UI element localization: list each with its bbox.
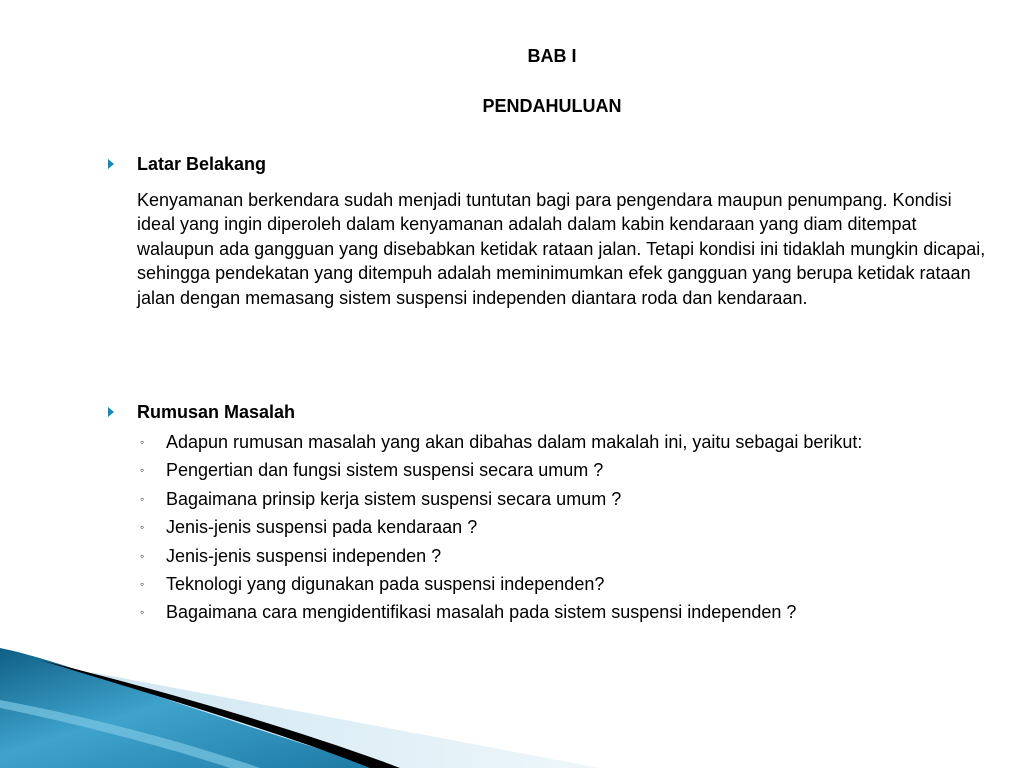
list-item [108, 544, 971, 568]
list-item-text: Adapun rumusan masalah yang akan dibahas dalam makalah ini, yaitu sebagai berikut: [166, 432, 863, 452]
section-heading [108, 400, 988, 424]
list-item-text: Jenis-jenis suspensi pada kendaraan ? [166, 517, 478, 538]
section-heading [108, 152, 988, 176]
section-paragraph: Kenyamanan berkendara sudah menjadi tuntutan bagi para pengendara maupun penumpang. Kondisi ideal yang ingin diperoleh dalam kenyamanan adalah dalam kabin kendaraan yang diam ditempat walaupun ada gangguan yang disebabkan ketidak rataan jalan. Tetapi kondisi ini tidaklah mungkin dicapai, sehingga pendekatan yang ditempuh adalah meminimumkan efek gangguan yang berupa ketidak rataan jalan dengan memasang sistem suspensi independen diantara roda dan kendaraan. [137, 190, 986, 308]
circle-bullet-icon: ◦ [140, 577, 145, 592]
list-item [108, 600, 971, 624]
circle-bullet-icon: ◦ [140, 605, 145, 620]
slide-subtitle: PENDAHULUAN [482, 96, 622, 116]
sub-bullet-list [108, 430, 988, 625]
list-item-text: Pengertian dan fungsi sistem suspensi secara umum ? [166, 460, 604, 481]
circle-bullet-icon: ◦ [140, 491, 145, 506]
list-item-text: Jenis-jenis suspensi independen ? [166, 545, 442, 566]
section-heading-text: Rumusan Masalah [137, 402, 296, 422]
list-item-text: Teknologi yang digunakan pada suspensi independen? [166, 574, 605, 595]
list-item [108, 458, 971, 482]
arrow-bullet-icon [108, 159, 114, 169]
circle-bullet-icon: ◦ [140, 463, 145, 478]
slide-title: BAB I [527, 46, 577, 66]
circle-bullet-icon: ◦ [140, 548, 145, 563]
list-item [108, 487, 971, 511]
list-item [108, 572, 971, 596]
list-item-text: Bagaimana cara mengidentifikasi masalah pada sistem suspensi independen ? [166, 602, 797, 623]
section-rumusan-masalah [108, 400, 988, 629]
section-latar-belakang [108, 152, 988, 310]
circle-bullet-icon: ◦ [140, 520, 145, 535]
list-item-text: Bagaimana prinsip kerja sistem suspensi secara umum ? [166, 488, 622, 509]
list-item [108, 430, 971, 454]
section-heading-text: Latar Belakang [137, 154, 267, 174]
circle-bullet-icon: ◦ [140, 435, 145, 449]
arrow-bullet-icon [108, 407, 114, 417]
list-item [108, 515, 971, 539]
